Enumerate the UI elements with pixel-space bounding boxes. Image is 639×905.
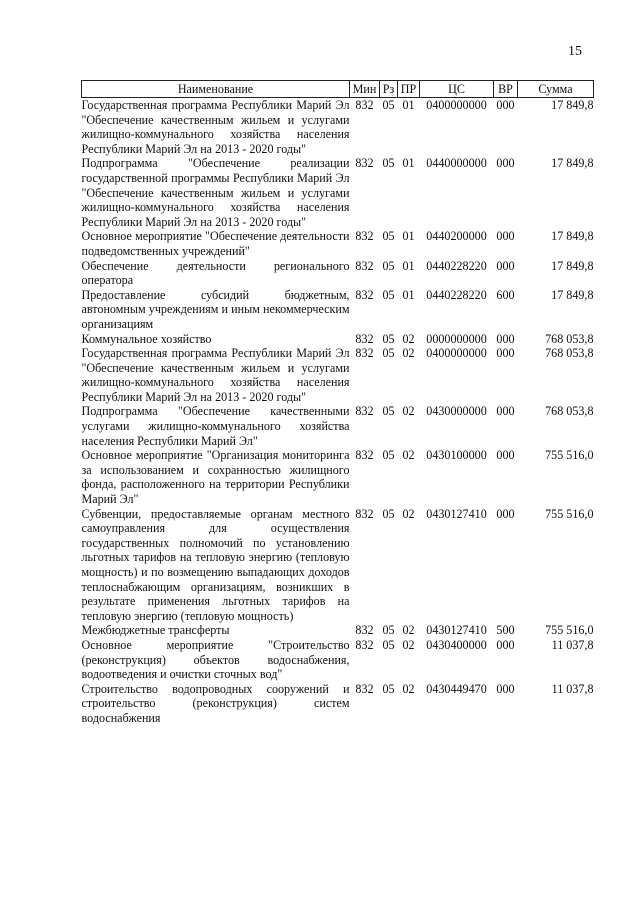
table-row <box>82 448 594 506</box>
row-vr: 000 <box>496 331 515 346</box>
row-rz: 05 <box>382 404 395 419</box>
table-row <box>82 229 594 258</box>
row-pr: 02 <box>402 506 415 521</box>
table-row <box>82 507 594 624</box>
row-rz: 05 <box>382 287 395 302</box>
row-sum: 17 849,8 <box>551 156 594 171</box>
row-pr: 02 <box>402 346 415 361</box>
row-sum: 17 849,8 <box>551 229 594 244</box>
table-row <box>82 259 594 288</box>
header-min: Мин <box>350 81 380 98</box>
header-sum: Сумма <box>518 81 594 98</box>
row-cs: 0440000000 <box>426 156 487 171</box>
row-vr: 000 <box>496 404 515 419</box>
row-name: Коммунальное хозяйство <box>81 331 212 346</box>
row-cs: 0430000000 <box>426 404 487 419</box>
header-rz: Рз <box>380 81 398 98</box>
row-name: Обеспечение деятельности регионального оператора <box>81 258 350 288</box>
header-pr: ПР <box>398 81 420 98</box>
row-min: 832 <box>355 448 374 463</box>
row-sum: 755 516,0 <box>545 623 594 638</box>
row-name: Основное мероприятие "Обеспечение деятельности подведомственных учреждений" <box>81 229 350 258</box>
row-sum: 17 849,8 <box>551 287 594 302</box>
row-cs: 0430127410 <box>426 623 487 638</box>
table-row <box>82 638 594 682</box>
table-header-row <box>82 81 594 98</box>
row-name: Предоставление субсидий бюджетным, автономным учреждениям и иным некоммерческим организациям <box>81 287 350 331</box>
row-rz: 05 <box>382 229 395 244</box>
row-name: Межбюджетные трансферты <box>81 623 230 638</box>
row-cs: 0430100000 <box>426 448 487 463</box>
row-name: Подпрограмма "Обеспечение реализации государственной программы Республики Марий Эл "Обеспечение качественным жильем и услугами жилищно-коммунального хозяйства населения Республики Марий Эл на 2013 - 2020 годы" <box>81 156 350 229</box>
row-pr: 02 <box>402 623 415 638</box>
row-sum: 768 053,8 <box>545 346 594 361</box>
row-rz: 05 <box>382 448 395 463</box>
row-name: Субвенции, предоставляемые органам местного самоуправления для осуществления государственных полномочий по установлению льготных тарифов на тепловую энергию (тепловую мощность) и по возмещению выпадающих доходов теплоснабжающим организациям, возникших в результате применения льготных тарифов на тепловую энергию (тепловую мощность) <box>81 506 350 623</box>
row-vr: 000 <box>496 258 515 273</box>
page-number: 15 <box>568 44 582 59</box>
row-pr: 01 <box>402 287 415 302</box>
row-name: Строительство водопроводных сооружений и строительство (реконструкция) систем водоснабжения <box>81 681 350 725</box>
row-vr: 500 <box>496 623 515 638</box>
header-vr: ВР <box>494 81 518 98</box>
row-rz: 05 <box>382 331 395 346</box>
row-sum: 17 849,8 <box>551 258 594 273</box>
row-cs: 0400000000 <box>426 346 487 361</box>
row-min: 832 <box>355 258 374 273</box>
row-name: Государственная программа Республики Марий Эл "Обеспечение качественным жильем и услугами жилищно-коммунального хозяйства населения Республики Марий Эл на 2013 - 2020 годы" <box>81 98 350 156</box>
header-name: Наименование <box>82 81 350 98</box>
row-pr: 01 <box>402 229 415 244</box>
row-min: 832 <box>355 637 374 652</box>
table-row <box>82 156 594 229</box>
row-rz: 05 <box>382 681 395 696</box>
row-vr: 000 <box>496 637 515 652</box>
table-row <box>82 346 594 404</box>
row-rz: 05 <box>382 623 395 638</box>
row-min: 832 <box>355 98 374 112</box>
row-sum: 17 849,8 <box>551 98 594 112</box>
row-rz: 05 <box>382 156 395 171</box>
row-pr: 02 <box>402 637 415 652</box>
row-rz: 05 <box>382 506 395 521</box>
row-pr: 01 <box>402 258 415 273</box>
row-cs: 0430400000 <box>426 637 487 652</box>
row-min: 832 <box>355 623 374 638</box>
row-sum: 768 053,8 <box>545 404 594 419</box>
row-pr: 01 <box>402 98 415 112</box>
table-row <box>82 404 594 448</box>
row-min: 832 <box>355 681 374 696</box>
row-vr: 000 <box>496 156 515 171</box>
row-vr: 000 <box>496 448 515 463</box>
budget-table <box>81 80 594 726</box>
row-name: Основное мероприятие "Организация мониторинга за использованием и сохранностью жилищного фонда, расположенного на территории Республики Марий Эл" <box>81 448 350 507</box>
row-min: 832 <box>355 287 374 302</box>
row-name: Подпрограмма "Обеспечение качественными услугами жилищно-коммунального хозяйства населения Республики Марий Эл" <box>81 404 350 448</box>
row-min: 832 <box>355 331 374 346</box>
row-cs: 0400000000 <box>426 98 487 112</box>
row-cs: 0430127410 <box>426 506 487 521</box>
row-cs: 0440228220 <box>426 258 487 273</box>
row-name: Основное мероприятие "Строительство (реконструкция) объектов водоснабжения, водоотведения и очистки сточных вод" <box>81 637 350 682</box>
row-sum: 755 516,0 <box>545 506 594 521</box>
row-vr: 000 <box>496 346 515 361</box>
row-vr: 600 <box>496 287 515 302</box>
table-row <box>82 98 594 157</box>
row-sum: 11 037,8 <box>551 637 594 652</box>
row-min: 832 <box>355 506 374 521</box>
row-cs: 0430449470 <box>426 681 487 696</box>
row-min: 832 <box>355 346 374 361</box>
row-min: 832 <box>355 229 374 244</box>
row-vr: 000 <box>496 681 515 696</box>
row-cs: 0000000000 <box>426 331 487 346</box>
row-sum: 11 037,8 <box>551 681 594 696</box>
header-cs: ЦС <box>420 81 494 98</box>
table-row <box>82 288 594 332</box>
table-body <box>82 98 594 726</box>
row-pr: 02 <box>402 331 415 346</box>
table-row <box>82 332 594 347</box>
row-cs: 0440228220 <box>426 287 487 302</box>
row-vr: 000 <box>496 98 515 112</box>
row-min: 832 <box>355 156 374 171</box>
table-row <box>82 682 594 726</box>
row-cs: 0440200000 <box>426 229 487 244</box>
row-sum: 768 053,8 <box>545 331 594 346</box>
row-pr: 02 <box>402 448 415 463</box>
row-rz: 05 <box>382 98 395 112</box>
row-min: 832 <box>355 404 374 419</box>
row-sum: 755 516,0 <box>545 448 594 463</box>
row-vr: 000 <box>496 506 515 521</box>
row-rz: 05 <box>382 346 395 361</box>
row-pr: 02 <box>402 404 415 419</box>
row-rz: 05 <box>382 637 395 652</box>
row-pr: 02 <box>402 681 415 696</box>
row-vr: 000 <box>496 229 515 244</box>
row-name: Государственная программа Республики Марий Эл "Обеспечение качественным жильем и услугами жилищно-коммунального хозяйства населения Республики Марий Эл на 2013 - 2020 годы" <box>81 346 350 404</box>
row-rz: 05 <box>382 258 395 273</box>
row-pr: 01 <box>402 156 415 171</box>
table-row <box>82 623 594 638</box>
